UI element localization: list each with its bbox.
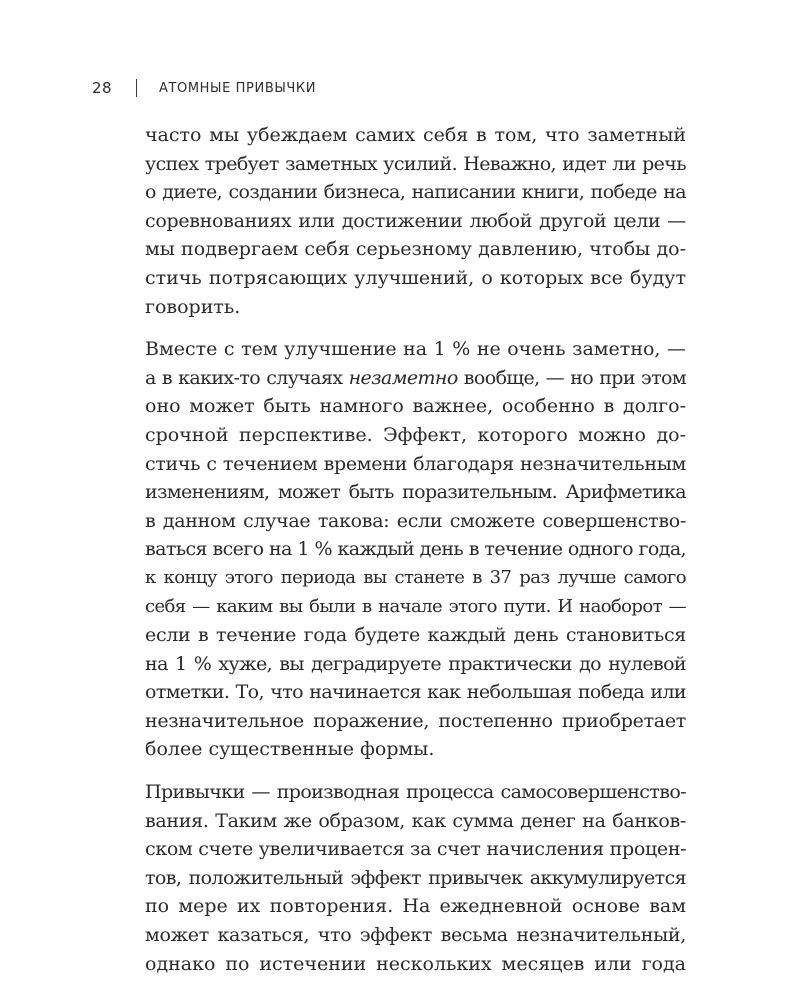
text-line: вания. Таким же образом, как сумма денег на банков-	[145, 809, 686, 832]
text-line: если в течение года будете каждый день становиться	[145, 624, 686, 647]
text-line: отметки. То, что начинается как небольшая победа или	[145, 681, 686, 704]
text-line: к концу этого периода вы станете в 37 раз лучше самого	[145, 566, 686, 588]
page-number: 28	[92, 79, 112, 97]
text-line: изменениям, может быть поразительным. Арифметика	[145, 481, 686, 504]
text-line: ваться всего на 1 % каждый день в течение одного года,	[145, 538, 686, 561]
paragraph-3	[145, 778, 686, 978]
text-line: говорить.	[145, 295, 241, 318]
text-line: стичь с течением времени благодаря незначительным	[145, 452, 686, 475]
text-line: успех требует заметных усилий. Неважно, идет ли речь	[145, 152, 686, 175]
text-line: тов, положительный эффект привычек аккумулируется	[145, 866, 686, 889]
book-title: АТОМНЫЕ ПРИВЫЧКИ	[159, 80, 317, 96]
header-divider	[136, 79, 137, 97]
text-line: соревнованиях или достижении любой другой цели —	[145, 209, 686, 232]
text-line: часто мы убеждаем самих себя в том, что заметный	[145, 124, 686, 146]
text-line: может казаться, что эффект весьма незначительный,	[145, 924, 686, 947]
text-line: ском счете увеличивается за счет начисления процен-	[145, 838, 687, 861]
italic-emphasis: незаметно	[348, 366, 458, 389]
text-line: на 1 % хуже, вы деградируете практически до нулевой	[145, 652, 686, 675]
text-line: срочной перспективе. Эффект, которого можно до-	[145, 423, 686, 446]
text-line: по мере их повторения. На ежедневной основе вам	[145, 895, 686, 918]
paragraph-2	[145, 335, 686, 764]
text-line-with-italic	[145, 364, 686, 393]
running-header	[92, 78, 316, 98]
text-segment: а в каких-то случаях	[145, 366, 349, 389]
text-segment: вообще, — но при этом	[457, 366, 687, 389]
text-line: мы подвергаем себя серьезному давлению, чтобы до-	[145, 238, 686, 261]
text-line: Вместе с тем улучшение на 1 % не очень заметно, —	[145, 338, 686, 361]
text-line: незначительное поражение, постепенно приобретает	[145, 709, 686, 732]
body-text	[145, 121, 686, 992]
paragraph-1	[145, 121, 686, 321]
text-line: себя — каким вы были в начале этого пути. И наоборот —	[145, 595, 686, 617]
text-line: стичь потрясающих улучшений, о которых все будут	[145, 266, 686, 289]
text-line: Привычки — производная процесса самосовершенство-	[145, 781, 686, 804]
text-line: однако по истечении нескольких месяцев или года	[145, 952, 686, 975]
text-line: о диете, создании бизнеса, написании книги, победе на	[145, 181, 686, 204]
text-line: оно может быть намного важнее, особенно в долго-	[145, 395, 686, 418]
text-line: более существенные формы.	[145, 738, 435, 761]
text-line: в данном случае такова: если сможете совершенство-	[145, 509, 686, 532]
